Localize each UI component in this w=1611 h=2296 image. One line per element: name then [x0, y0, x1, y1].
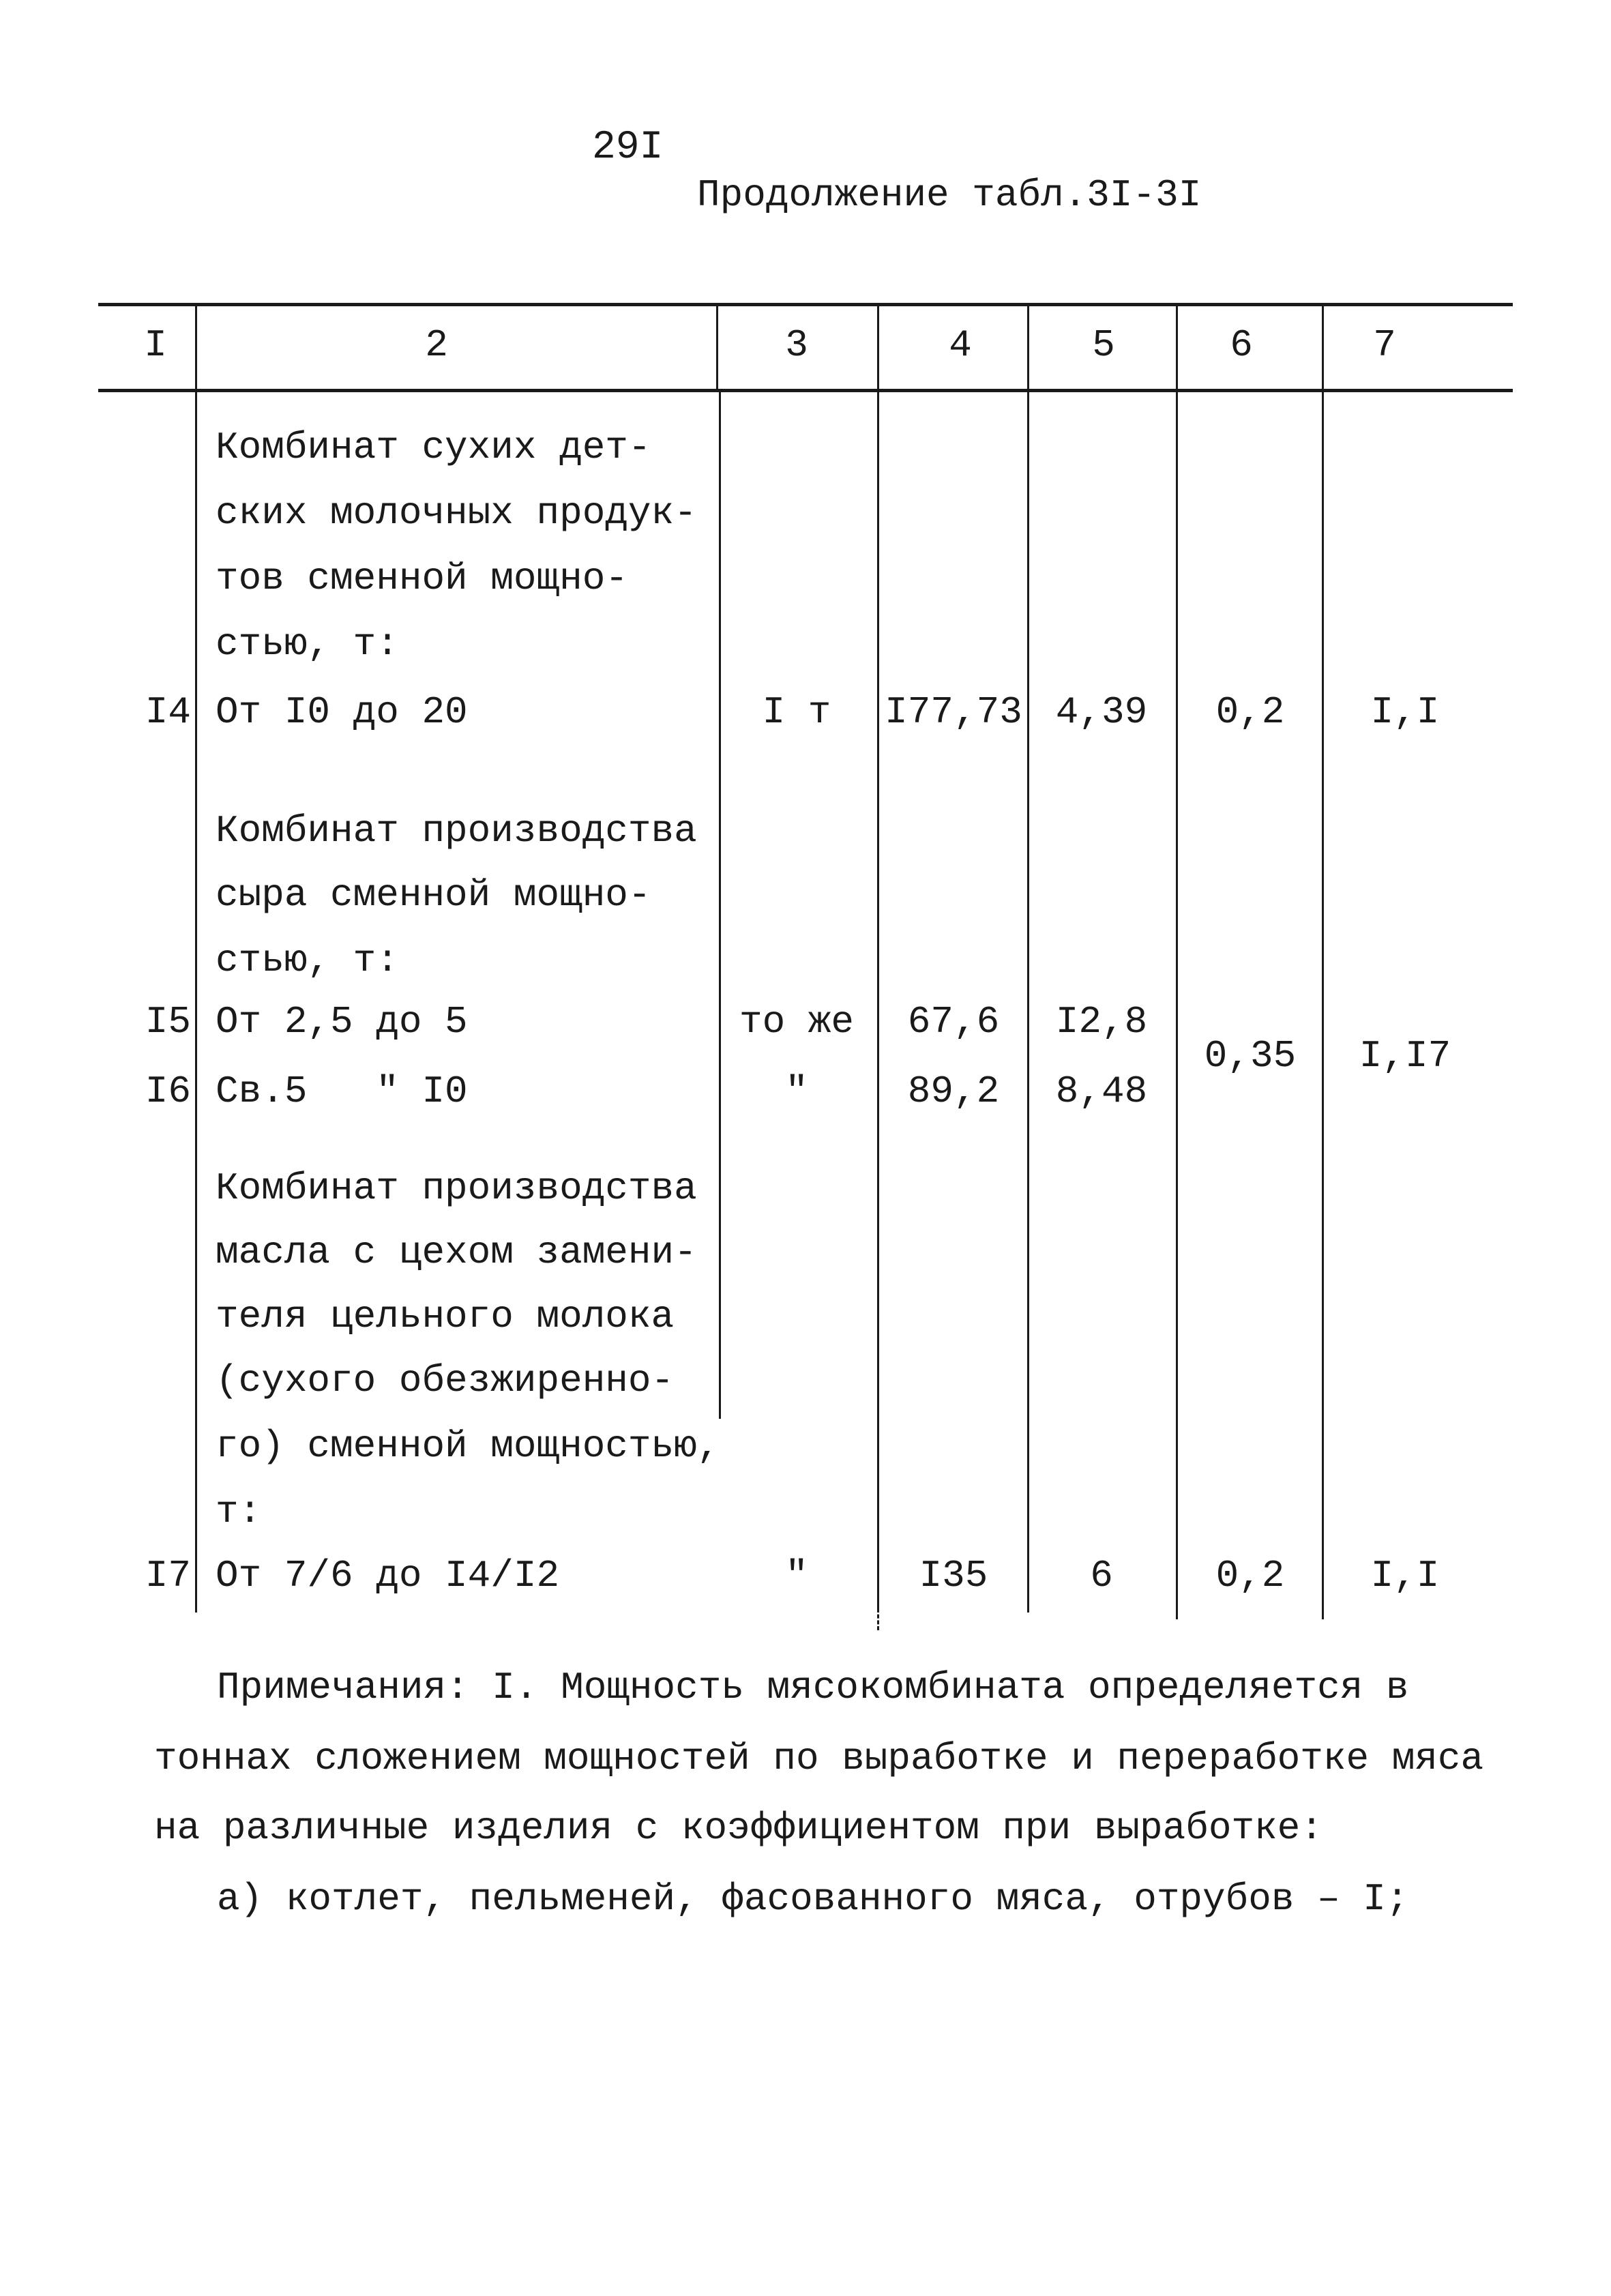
row-col4: 67,6: [907, 1000, 1000, 1044]
row-number: I5: [145, 1000, 191, 1044]
row-col6: 0,2: [1215, 1554, 1285, 1598]
column-header-2: 2: [425, 323, 448, 367]
header-sep-4: [1027, 304, 1029, 392]
group1-title-line2: ских молочных продук-: [216, 491, 697, 535]
group1-title-line4: стью, т:: [216, 622, 399, 666]
column-header-5: 5: [1092, 323, 1115, 367]
row-col5: 6: [1090, 1554, 1113, 1598]
body-sep-2-dashed: [719, 1194, 721, 1419]
column-header-7: 7: [1373, 323, 1396, 367]
row-unit: ": [785, 1554, 808, 1598]
group3-title-line5: го) сменной мощностью,: [216, 1424, 720, 1468]
body-sep-6: [1322, 392, 1324, 1619]
header-sep-6: [1322, 304, 1324, 392]
body-sep-3: [877, 392, 879, 1613]
merged-col6: 0,35: [1204, 1034, 1297, 1078]
row-col5: 8,48: [1055, 1070, 1148, 1113]
group2-title-line1: Комбинат производства: [216, 809, 697, 853]
note-line-4: а) котлет, пельменей, фасованного мяса, отрубов – I;: [217, 1877, 1409, 1921]
row-col4: 89,2: [907, 1070, 1000, 1113]
table-header-rule: [98, 389, 1513, 392]
row-description: Св.5 " I0: [216, 1070, 468, 1113]
body-sep-5: [1176, 392, 1178, 1619]
row-unit: ": [785, 1070, 808, 1113]
group3-title-line4: (сухого обезжиренно-: [216, 1359, 675, 1402]
table-caption: Продолжение табл.3I-3I: [697, 173, 1202, 217]
group1-title-line1: Комбинат сухих дет-: [216, 426, 651, 469]
header-sep-2: [716, 304, 718, 392]
body-sep-4: [1027, 392, 1029, 1613]
group2-title-line2: сыра сменной мощно-: [216, 873, 651, 917]
column-header-6: 6: [1230, 323, 1253, 367]
group3-title-line2: масла с цехом замени-: [216, 1231, 697, 1274]
header-sep-5: [1176, 304, 1178, 392]
body-sep-1: [195, 392, 197, 1613]
row-col4: I77,73: [885, 690, 1022, 734]
row-number: I7: [145, 1554, 191, 1598]
note-line-1: Примечания: I. Мощность мясокомбината определяется в: [217, 1666, 1409, 1709]
group2-title-line3: стью, т:: [216, 939, 399, 982]
row-unit: то же: [739, 1000, 855, 1044]
group3-title-line1: Комбинат производства: [216, 1166, 697, 1210]
header-sep-3: [877, 304, 879, 392]
row-number: I6: [145, 1070, 191, 1113]
row-col7: I,I: [1370, 1554, 1440, 1598]
column-header-3: 3: [785, 323, 808, 367]
row-description: От 2,5 до 5: [216, 1000, 468, 1044]
row-col7: I,I: [1370, 690, 1440, 734]
group3-title-line3: теля цельного молока: [216, 1295, 675, 1338]
note-line-2: тоннах сложением мощностей по выработке и переработке мяса: [154, 1737, 1484, 1780]
row-unit: I т: [762, 690, 831, 734]
note-line-3: на различные изделия с коэффициентом при выработке:: [154, 1806, 1323, 1850]
merged-col7: I,I7: [1359, 1034, 1451, 1078]
table-top-rule: [98, 303, 1513, 306]
row-description: От 7/6 до I4/I2: [216, 1554, 560, 1598]
column-header-1: I: [144, 323, 167, 367]
column-header-4: 4: [949, 323, 972, 367]
row-number: I4: [145, 690, 191, 734]
row-col5: 4,39: [1055, 690, 1148, 734]
row-col4: I35: [919, 1554, 988, 1598]
row-col6: 0,2: [1215, 690, 1285, 734]
row-description: От I0 до 20: [216, 690, 468, 734]
row-col5: I2,8: [1055, 1000, 1148, 1044]
page-number: 29I: [592, 126, 664, 170]
group3-title-line6: т:: [216, 1490, 262, 1533]
body-sep-3-dashed: [877, 1555, 879, 1630]
group1-title-line3: тов сменной мощно-: [216, 557, 628, 600]
